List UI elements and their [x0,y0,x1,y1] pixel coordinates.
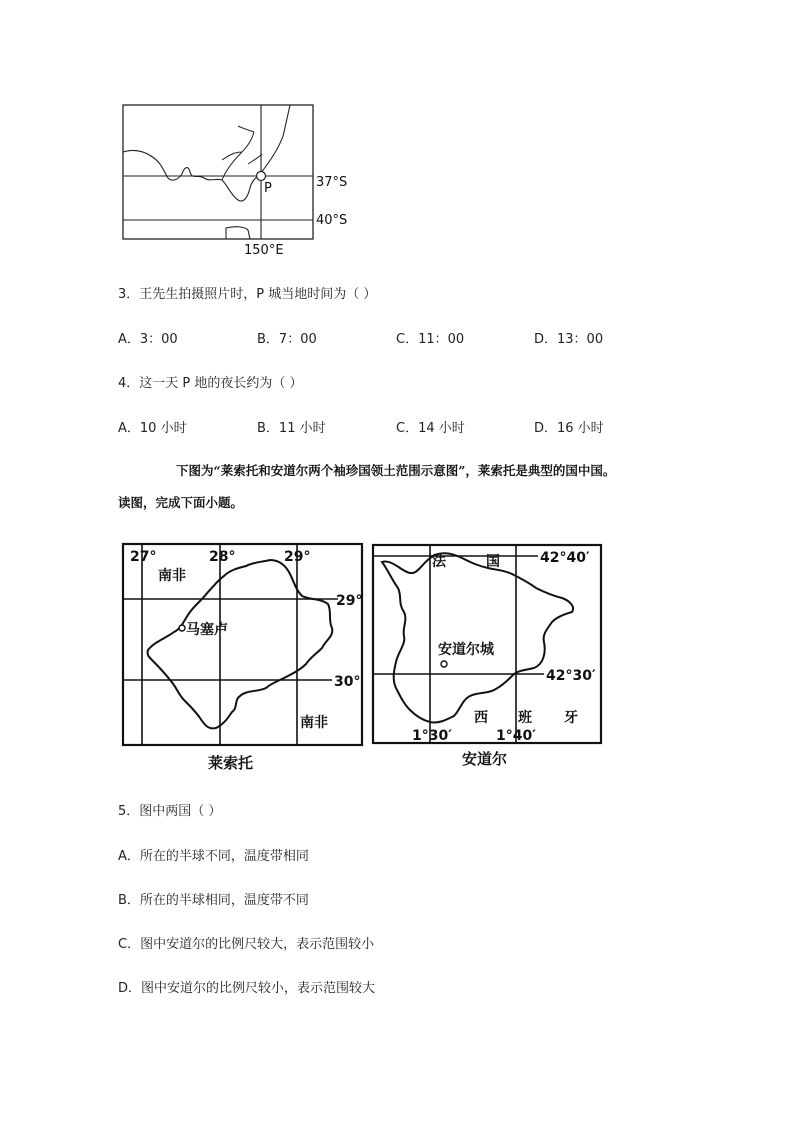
lesotho-caption: 莱索托 [208,754,254,772]
andorra-border [382,553,573,722]
andorra-caption: 安道尔 [462,750,508,768]
question-3-stem: 3．王先生拍摄照片时，P 城当地时间为（ ） [118,287,377,302]
lat-29-label: 29° [336,593,363,609]
q3-option-b[interactable]: B．7：00 [257,332,317,347]
spain-label-c: 牙 [564,710,578,726]
south-africa-label-bottom: 南非 [300,715,328,731]
andorra-la-vella-marker [441,661,447,667]
lon-150-label: 150°E [244,243,284,258]
q5-option-b[interactable]: B．所在的半球相同，温度带不同 [118,893,309,908]
france-label-b: 国 [486,554,500,570]
lat-40-label: 40°S [316,213,348,228]
maseru-marker [179,625,185,631]
map-lesotho [120,540,366,775]
spain-label-b: 班 [518,710,532,726]
q4-option-c[interactable]: C．14 小时 [396,421,465,436]
q5-option-c[interactable]: C．图中安道尔的比例尺较大，表示范围较小 [118,937,375,952]
q5-option-d[interactable]: D．图中安道尔的比例尺较小，表示范围较大 [118,981,376,996]
q3-option-d[interactable]: D．13：00 [534,332,604,347]
q4-option-a[interactable]: A．10 小时 [118,421,187,436]
intro-line-2: 读图，完成下面小题。 [118,495,244,510]
lesotho-border [148,560,333,728]
city-p-marker [257,172,266,181]
map-p-city [118,100,368,260]
q4-option-d[interactable]: D．16 小时 [534,421,604,436]
q5-option-a[interactable]: A．所在的半球不同，温度带相同 [118,849,309,864]
question-4-stem: 4．这一天 P 地的夜长约为（ ） [118,376,303,391]
q3-option-c[interactable]: C．11：00 [396,332,465,347]
lon-28-label: 28° [209,549,236,565]
spain-label-a: 西 [474,710,488,726]
andorra-la-vella-label: 安道尔城 [438,642,494,658]
river [222,126,262,180]
q3-option-a[interactable]: A．3：00 [118,332,178,347]
lon-29-label: 29° [284,549,311,565]
map-andorra [368,540,608,775]
lat-42-30-label: 42°30′ [546,668,596,684]
lon-27-label: 27° [130,549,157,565]
france-label-a: 法 [432,554,446,570]
intro-line-1: 下图为“莱索托和安道尔两个袖珍国领土范围示意图”，莱索托是典型的国中国。 [176,463,616,478]
south-africa-label-top: 南非 [158,568,186,584]
q4-option-b[interactable]: B．11 小时 [257,421,326,436]
island-outline [226,227,250,239]
question-5-stem: 5．图中两国（ ） [118,804,222,819]
lat-30-label: 30° [334,674,361,690]
lon-1-30-label: 1°30′ [412,728,452,744]
maseru-label: 马塞卢 [186,622,228,638]
lon-1-40-label: 1°40′ [496,728,536,744]
map-frame [123,105,313,239]
point-p-label: P [264,181,272,196]
lat-42-40-label: 42°40′ [540,550,590,566]
lat-37-label: 37°S [316,175,348,190]
